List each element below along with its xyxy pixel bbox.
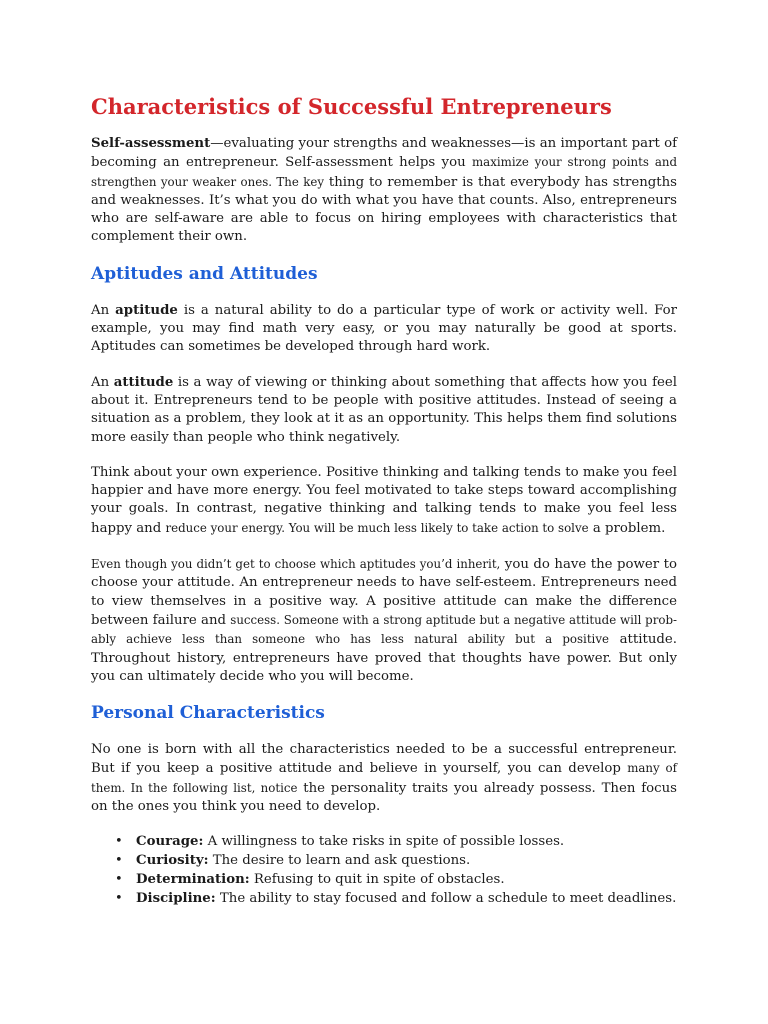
personal-text-a: No one is born with all the characteristics needed to be a successful entrepreneur. But if you keep a positive attitude and believe in yourself, you can develop [91,742,677,777]
personal-text-c: the personality traits you already possess. Then focus on the ones you think you need to develop. [91,780,677,815]
characteristics-list [91,832,677,908]
intro-text-2: maximize your strong points and strengthen your weaker ones. The key [91,155,677,189]
bullet-icon: • [115,834,123,850]
list-item-term: Curiosity: [136,853,209,869]
list-item [91,832,677,851]
attitude-text-a: An [91,374,114,390]
experience-paragraph [91,464,677,538]
list-item [91,870,677,889]
attitude-paragraph [91,374,677,447]
page-title: Characteristics of Successful Entrepreneurs [91,94,612,119]
list-item-term: Courage: [136,834,204,850]
choose-text-d: attitude. Throughout history, entrepreneurs have proved that thoughts have power. But only you can ultimately decide who you will become. [91,632,677,684]
aptitude-text-a: An [91,302,116,318]
list-item-term: Determination: [136,872,250,888]
list-item [91,889,677,908]
experience-text-b: reduce your energy. You will be much less likely to take action to solve [165,520,589,535]
bullet-icon: • [115,853,123,869]
aptitude-text-c: is a natural ability to do a particular type of work or activity well. For example, you may find math very easy, or you may naturally be good at sports. Aptitudes can sometimes be developed through hard work. [91,302,677,355]
section-heading-aptitudes: Aptitudes and Attitudes [91,263,318,284]
list-item-desc: Refusing to quit in spite of obstacles. [249,872,505,888]
experience-text-c: a problem. [588,520,666,536]
choose-text-c: success. Someone with a strong aptitude but a negative attitude will prob- ably achieve less than someone who has less natural ability but a positive [91,612,677,647]
intro-text-1: —evaluating your strengths and weaknesses—is an important part of becoming an entrepreneur. Self-assessment helps you [91,136,677,171]
list-item-desc: A willingness to take risks in spite of possible losses. [203,834,565,850]
list-item-desc: The desire to learn and ask questions. [208,853,471,869]
section-heading-personal: Personal Characteristics [91,703,325,724]
attitude-term: attitude [113,374,174,390]
list-item [91,851,677,870]
choose-text-b: you do have the power to choose your attitude. An entrepreneur needs to have self-esteem. Entrepreneurs need to view themselves in a positive way. A positive attitude can make the difference between failure and [91,557,677,628]
experience-text-a: Think about your own experience. Positive thinking and talking tends to make you feel happier and have more energy. You feel motivated to take steps toward accomplishing your goals. In contrast, negative thinking and talking tends to make you feel less happy and [91,464,677,536]
intro-paragraph [91,135,677,247]
list-item-term: Discipline: [136,891,216,907]
bullet-icon: • [115,891,123,907]
personal-paragraph [91,741,677,816]
personal-text-b: many of them. In the following list, notice [91,761,677,795]
intro-text-3: thing to remember is that everybody has strengths and weaknesses. It’s what you do with what you have that counts. Also, entrepreneurs who are self-aware are able to focus on hiring employees with characteristics that complement their own. [91,174,678,245]
aptitude-term: aptitude [115,302,178,318]
attitude-text-c: is a way of viewing or thinking about something that affects how you feel about it. Entrepreneurs tend to be people with positive attitudes. Instead of seeing a situation as a problem, they look at it as an opportunity. This helps them find solutions more easily than people who think negatively. [91,374,677,445]
bullet-icon: • [115,872,123,888]
choose-text-a: Even though you didn’t get to choose which aptitudes you’d inherit, [91,557,501,572]
intro-lead-term: Self-assessment [91,136,211,151]
choose-attitude-paragraph [91,555,677,686]
aptitude-paragraph [91,302,677,357]
list-item-desc: The ability to stay focused and follow a schedule to meet deadlines. [215,891,677,907]
